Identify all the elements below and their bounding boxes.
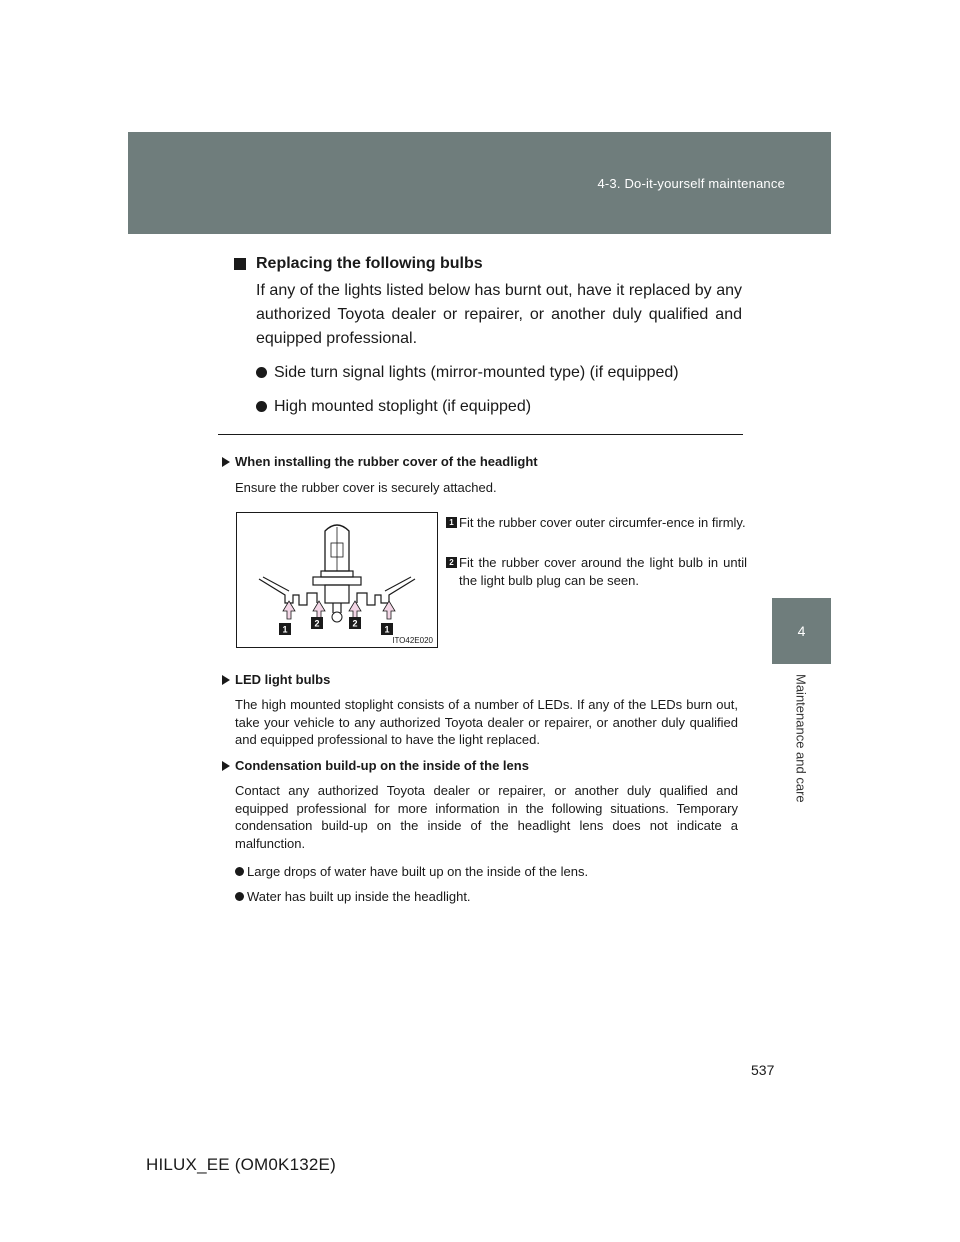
figure-label: 1 <box>282 624 288 635</box>
chapter-tab-label: Maintenance and care <box>793 674 809 803</box>
page-number: 537 <box>751 1062 775 1078</box>
headlight-bulb-illustration <box>237 513 437 647</box>
document-id: HILUX_EE (OM0K132E) <box>146 1155 336 1174</box>
list-item: Side turn signal lights (mirror-mounted type) (if equipped) <box>256 361 742 385</box>
note-heading-condensation: Condensation build-up on the inside of the lens <box>222 758 529 773</box>
bullet-icon <box>256 401 267 412</box>
figure-label: 1 <box>384 624 390 635</box>
figure-callout-2: 2 Fit the rubber cover around the light bulb in until the light bulb plug can be seen. <box>446 554 747 590</box>
section-label: 4-3. Do-it-yourself maintenance <box>597 176 785 191</box>
divider <box>218 434 743 435</box>
figure-callout-1: 1 Fit the rubber cover outer circumfer-ence in firmly. <box>446 514 747 532</box>
note-text-rubber-cover: Ensure the rubber cover is securely attached. <box>235 480 497 495</box>
figure-labels <box>279 617 393 635</box>
bullet-icon <box>235 892 244 901</box>
main-heading: Replacing the following bulbs <box>234 255 742 273</box>
triangle-bullet-icon <box>222 675 230 685</box>
figure-label: 2 <box>352 618 358 629</box>
figure-label: 2 <box>314 618 320 629</box>
callout-number: 2 <box>446 557 457 568</box>
list-item: Water has built up inside the headlight. <box>235 889 471 904</box>
note-text-led: The high mounted stoplight consists of a number of LEDs. If any of the LEDs burn out, take your vehicle to any authorized Toyota dealer or repairer, or another duly qualified and equipped professional to have the light replaced. <box>235 697 738 747</box>
triangle-bullet-icon <box>222 457 230 467</box>
headlight-rubber-cover-figure <box>236 512 438 648</box>
main-section <box>234 255 742 419</box>
bullet-icon <box>256 367 267 378</box>
figure-code: ITO42E020 <box>392 636 433 645</box>
list-item: Large drops of water have built up on the inside of the lens. <box>235 864 588 879</box>
chapter-tab: 4 <box>772 598 831 664</box>
list-item: High mounted stoplight (if equipped) <box>256 395 742 419</box>
triangle-bullet-icon <box>222 761 230 771</box>
header-band <box>128 132 831 234</box>
main-paragraph: If any of the lights listed below has burnt out, have it replaced by any authorized Toyota dealer or repairer, or another duly qualified and equipped professional. <box>256 282 742 347</box>
note-text-condensation: Contact any authorized Toyota dealer or repairer, or another duly qualified and equipped professional for more information in the following situations. Temporary condensation build-up on the inside of the headlight lens does not indicate a malfunction. <box>235 783 738 851</box>
note-heading-rubber-cover: When installing the rubber cover of the headlight <box>222 454 538 469</box>
callout-number: 1 <box>446 517 457 528</box>
square-bullet-icon <box>234 258 246 270</box>
note-heading-led: LED light bulbs <box>222 672 330 687</box>
bullet-icon <box>235 867 244 876</box>
